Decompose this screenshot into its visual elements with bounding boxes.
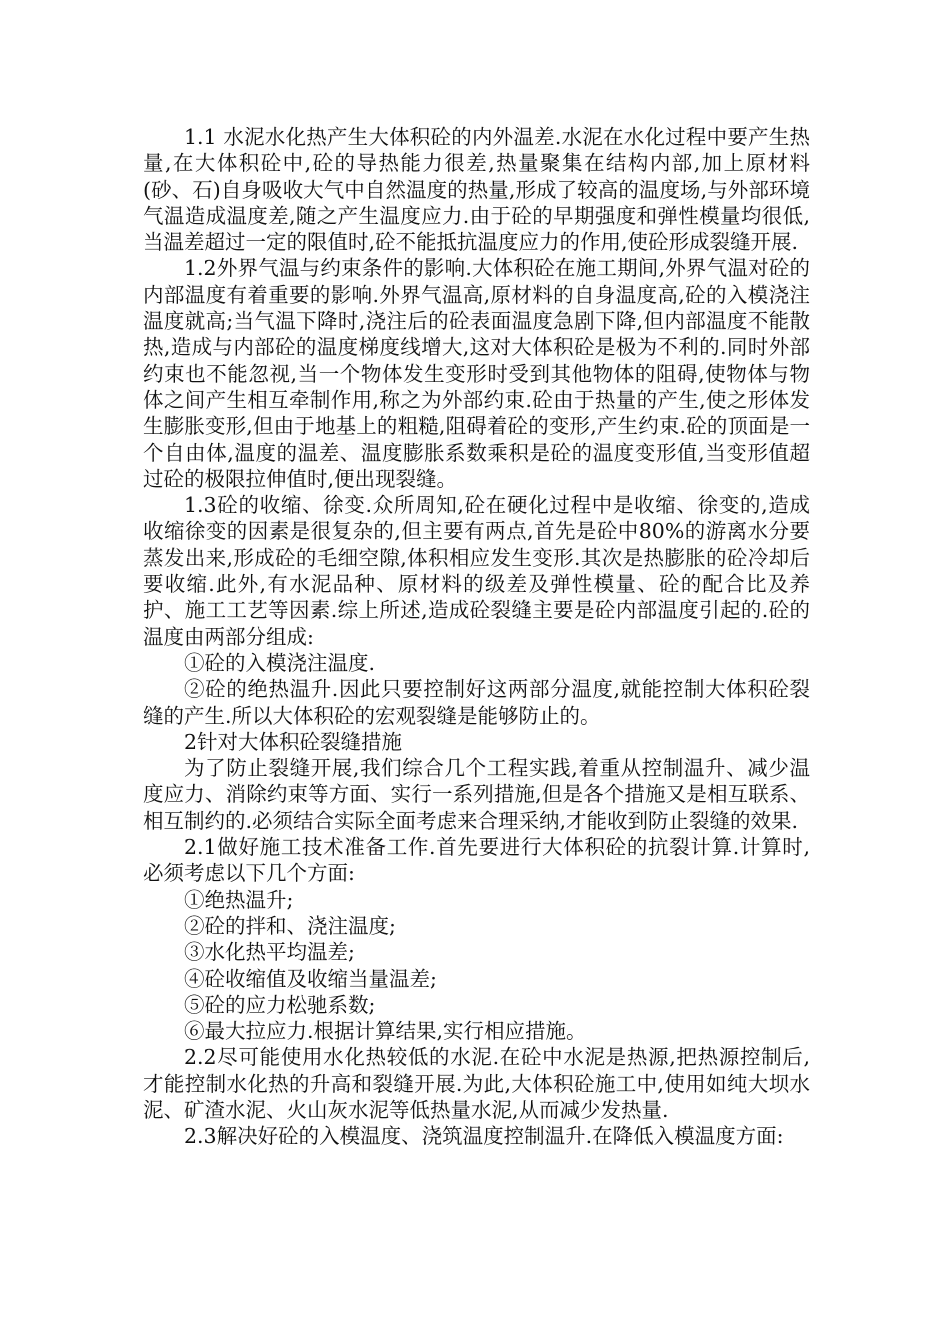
list-item: ⑥最大拉应力.根据计算结果,实行相应措施。	[184, 1019, 587, 1044]
paragraph-1-3: 1.3砼的收缩、徐变.众所周知,砼在硬化过程中是收缩、徐变的,造成收缩徐变的因素是很复杂的,但主要有两点,首先是砼中80%的游离水分要蒸发出来,形成砼的毛细空隙,体积相应发生变形.其次是热膨胀的砼冷却后要收缩.此外,有水泥品种、原材料的级差及弹性模量、砼的配合比及养护、施工工艺等因素.综上所述,造成砼裂缝主要是砼内部温度引起的.砼的温度由两部分组成:	[143, 493, 810, 649]
paragraph-2-intro: 为了防止裂缝开展,我们综合几个工程实践,着重从控制温升、减少温度应力、消除约束等方面、实行一系列措施,但是各个措施又是相互联系、相互制约的.必须结合实际全面考虑来合理采纳,才能收到防止裂缝的效果.	[143, 756, 810, 833]
document-body	[143, 124, 810, 1150]
list-item: ②砼的绝热温升.因此只要控制好这两部分温度,就能控制大体积砼裂缝的产生.所以大体积砼的宏观裂缝是能够防止的。	[143, 677, 810, 728]
list-item: ③水化热平均温差;	[184, 940, 355, 965]
section-heading-2: 2针对大体积砼裂缝措施	[184, 729, 403, 754]
list-item: ⑤砼的应力松驰系数;	[184, 992, 376, 1017]
paragraph-1-2: 1.2外界气温与约束条件的影响.大体积砼在施工期间,外界气温对砼的内部温度有着重要的影响.外界气温高,原材料的自身温度高,砼的入模浇注温度就高;当气温下降时,浇注后的砼表面温度急剧下降,但内部温度不能散热,造成与内部砼的温度梯度线增大,这对大体积砼是极为不利的.同时外部约束也不能忽视,当一个物体发生变形时受到其他物体的阻碍,使物体与物体之间产生相互牵制作用,称之为外部约束.砼由于热量的产生,使之形体发生膨胀变形,但由于地基上的粗糙,阻碍着砼的变形,产生约束.砼的顶面是一个自由体,温度的温差、温度膨胀系数乘积是砼的温度变形值,当变形值超过砼的极限拉伸值时,便出现裂缝。	[143, 256, 810, 491]
list-item: ④砼收缩值及收缩当量温差;	[184, 966, 437, 991]
paragraph-2-3: 2.3解决好砼的入模温度、浇筑温度控制温升.在降低入模温度方面:	[184, 1124, 784, 1149]
paragraph-2-2: 2.2尽可能使用水化热较低的水泥.在砼中水泥是热源,把热源控制后,才能控制水化热的升高和裂缝开展.为此,大体积砼施工中,使用如纯大坝水泥、矿渣水泥、火山灰水泥等低热量水泥,从而减少发热量.	[143, 1045, 810, 1122]
list-item: ①砼的入模浇注温度.	[184, 650, 376, 675]
list-item: ①绝热温升;	[184, 887, 294, 912]
list-item: ②砼的拌和、浇注温度;	[184, 913, 396, 938]
paragraph-1-1: 1.1 水泥水化热产生大体积砼的内外温差.水泥在水化过程中要产生热量,在大体积砼中,砼的导热能力很差,热量聚集在结构内部,加上原材料(砂、石)自身吸收大气中自然温度的热量,形成了较高的温度场,与外部环境气温造成温度差,随之产生温度应力.由于砼的早期强度和弹性模量均很低,当温差超过一定的限值时,砼不能抵抗温度应力的作用,使砼形成裂缝开展.	[143, 125, 810, 255]
paragraph-2-1: 2.1做好施工技术准备工作.首先要进行大体积砼的抗裂计算.计算时,必须考虑以下几个方面:	[143, 835, 810, 886]
